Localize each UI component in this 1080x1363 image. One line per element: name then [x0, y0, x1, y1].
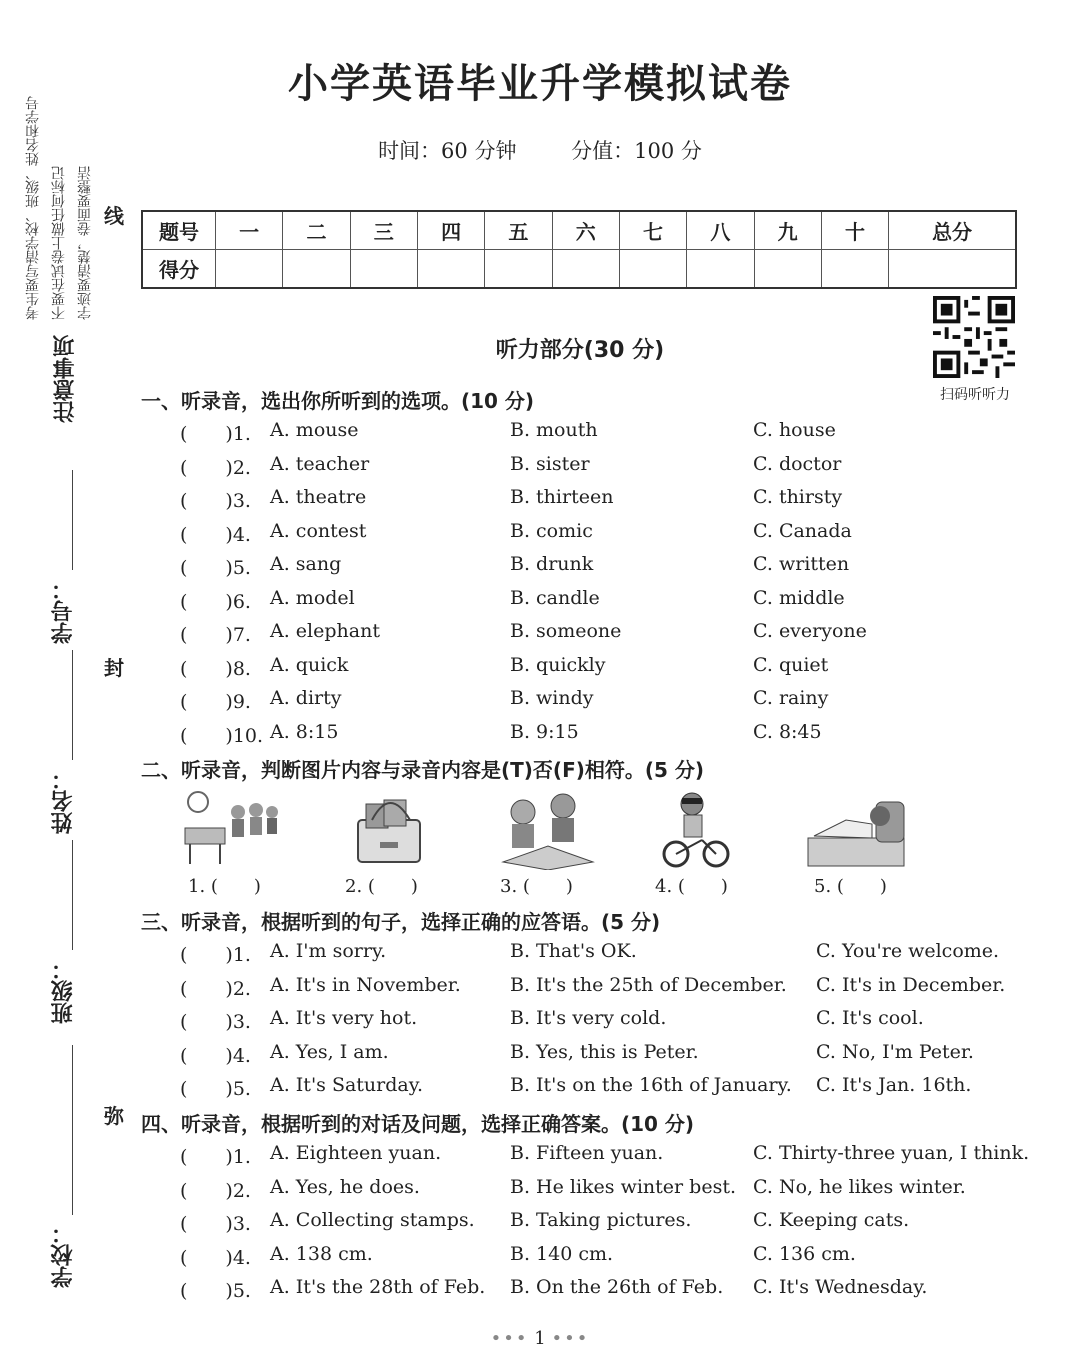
field-line — [72, 840, 73, 950]
cut-mark: 封 — [104, 656, 124, 680]
option-c: C. everyone — [753, 620, 867, 642]
option-c: C. 8:45 — [753, 720, 822, 743]
notice-line: 不要在试卷上做任何标记 — [51, 166, 67, 320]
qr-label: 扫码听听力 — [940, 387, 1010, 403]
option-a: A. Yes, he does. — [270, 1175, 420, 1198]
field-line — [72, 1045, 73, 1215]
page-number-value: 1 — [534, 1328, 546, 1349]
answer-blank[interactable]: ( )4. — [180, 1246, 251, 1269]
option-a: A. contest — [270, 519, 367, 542]
answer-blank[interactable]: ( )2. — [180, 1179, 251, 1202]
dots-icon: ••• — [490, 1328, 529, 1349]
answer-blank[interactable]: ( )3. — [180, 1011, 251, 1033]
score-col: 五 — [485, 211, 552, 250]
option-c: C. Canada — [753, 519, 852, 542]
option-b: B. someone — [510, 620, 622, 642]
option-b: B. thirteen — [510, 486, 614, 508]
score-cell[interactable] — [754, 250, 821, 289]
score-col: 三 — [350, 211, 417, 250]
option-a: A. Yes, I am. — [270, 1040, 389, 1063]
option-c: C. middle — [753, 586, 845, 609]
score-col: 九 — [754, 211, 821, 250]
page-title: 小学英语毕业升学模拟试卷 — [288, 61, 792, 107]
option-a: A. quick — [270, 653, 349, 676]
option-a: A. elephant — [270, 620, 380, 642]
score-col: 总分 — [889, 211, 1016, 250]
option-c: C. quiet — [753, 653, 829, 676]
option-b: B. Taking pictures. — [510, 1209, 692, 1231]
score-table-score-row — [142, 250, 1016, 289]
option-b: B. Fifteen yuan. — [510, 1142, 664, 1164]
notice-line: 考生要写清学校、班级、姓名和学号 — [25, 96, 41, 320]
option-b: B. mouth — [510, 419, 598, 441]
score-cell[interactable] — [417, 250, 484, 289]
picture-3-label[interactable]: 3. ( ) — [500, 876, 573, 897]
option-c: C. rainy — [753, 687, 829, 709]
score-col: 一 — [216, 211, 283, 250]
exam-time: 时间：60 分钟 — [378, 139, 517, 163]
option-b: B. windy — [510, 687, 594, 709]
option-b: B. It's on the 16th of January. — [510, 1074, 792, 1096]
option-c: C. doctor — [753, 452, 842, 475]
score-cell[interactable] — [552, 250, 619, 289]
score-cell[interactable] — [821, 250, 888, 289]
option-a: A. Collecting stamps. — [270, 1209, 475, 1231]
picture-schoolbag — [350, 790, 430, 870]
option-b: B. It's the 25th of December. — [510, 973, 787, 996]
picture-kids-playing — [498, 790, 598, 870]
option-a: A. dirty — [270, 687, 342, 709]
score-table-label: 题号 — [142, 211, 216, 250]
option-a: A. It's the 28th of Feb. — [270, 1276, 486, 1298]
cut-mark: 线 — [104, 204, 124, 228]
picture-2-label[interactable]: 2. ( ) — [345, 876, 418, 897]
option-c: C. You're welcome. — [816, 940, 1000, 962]
score-cell[interactable] — [619, 250, 686, 289]
option-c: C. No, he likes winter. — [753, 1175, 966, 1198]
binding-strip — [0, 0, 135, 1363]
picture-4-label[interactable]: 4. ( ) — [655, 876, 728, 897]
option-b: B. comic — [510, 519, 593, 542]
picture-piano-kids — [180, 790, 280, 870]
field-class: 班级： — [51, 958, 76, 1024]
answer-blank[interactable]: ( )1. — [180, 944, 251, 966]
option-b: B. 140 cm. — [510, 1242, 614, 1265]
option-b: B. sister — [510, 452, 590, 475]
option-c: C. It's cool. — [816, 1007, 924, 1029]
field-line — [72, 650, 73, 760]
score-cell[interactable] — [350, 250, 417, 289]
option-c: C. It's Wednesday. — [753, 1276, 928, 1298]
score-cell[interactable] — [889, 250, 1016, 289]
answer-blank[interactable]: ( )3. — [180, 490, 251, 512]
answer-blank[interactable]: ( )7. — [180, 624, 251, 646]
option-c: C. thirsty — [753, 486, 843, 508]
option-b: B. 9:15 — [510, 720, 579, 743]
answer-blank[interactable]: ( )5. — [180, 557, 251, 579]
answer-blank[interactable]: ( )2. — [180, 456, 251, 479]
option-b: B. On the 26th of Feb. — [510, 1276, 724, 1298]
answer-blank[interactable]: ( )10. — [180, 724, 264, 747]
option-c: C. 136 cm. — [753, 1242, 856, 1265]
option-a: A. theatre — [270, 486, 367, 508]
answer-blank[interactable]: ( )1. — [180, 423, 251, 445]
score-cell[interactable] — [216, 250, 283, 289]
answer-blank[interactable]: ( )9. — [180, 691, 251, 713]
field-line — [72, 470, 73, 570]
score-col: 七 — [619, 211, 686, 250]
answer-blank[interactable]: ( )6. — [180, 590, 251, 613]
section-2-title: 二、听录音，判断图片内容与录音内容是(T)否(F)相符。(5 分) — [141, 758, 705, 782]
part-title: 听力部分(30 分) — [495, 338, 665, 363]
score-table-label: 得分 — [142, 250, 216, 289]
answer-blank[interactable]: ( )5. — [180, 1280, 251, 1302]
option-a: A. 8:15 — [270, 720, 339, 743]
option-a: A. 138 cm. — [270, 1242, 373, 1265]
notice-label: 注意事项 — [53, 335, 78, 423]
score-col: 二 — [283, 211, 350, 250]
page-number — [0, 1328, 1080, 1349]
exam-score: 分值：100 分 — [571, 139, 702, 163]
score-col: 十 — [821, 211, 888, 250]
score-col: 八 — [687, 211, 754, 250]
score-cell[interactable] — [283, 250, 350, 289]
answer-blank[interactable]: ( )3. — [180, 1213, 251, 1235]
option-c: C. It's Jan. 16th. — [816, 1074, 972, 1096]
option-a: A. teacher — [270, 452, 370, 475]
option-b: B. candle — [510, 586, 600, 609]
option-c: C. house — [753, 419, 836, 441]
answer-blank[interactable]: ( )4. — [180, 1044, 251, 1067]
exam-info — [0, 135, 1080, 165]
picture-boy-bicycle — [662, 790, 732, 870]
answer-blank[interactable]: ( )8. — [180, 657, 251, 680]
field-name: 姓名： — [51, 768, 76, 834]
answer-blank[interactable]: ( )2. — [180, 977, 251, 1000]
option-b: B. He likes winter best. — [510, 1175, 737, 1198]
option-a: A. I'm sorry. — [270, 940, 387, 962]
answer-blank[interactable]: ( )5. — [180, 1078, 251, 1100]
answer-blank[interactable]: ( )1. — [180, 1146, 251, 1168]
score-cell[interactable] — [687, 250, 754, 289]
option-a: A. Eighteen yuan. — [270, 1142, 442, 1164]
option-c: C. It's in December. — [816, 973, 1006, 996]
notice-line: 字迹要清楚，卷面要整洁 — [77, 166, 93, 320]
dots-icon: ••• — [551, 1328, 590, 1349]
section-1-title: 一、听录音，选出你所听到的选项。(10 分) — [141, 389, 535, 413]
picture-5-label[interactable]: 5. ( ) — [814, 876, 887, 897]
option-c: C. Keeping cats. — [753, 1209, 910, 1231]
option-c: C. No, I'm Peter. — [816, 1040, 974, 1063]
score-table — [141, 210, 1017, 289]
option-a: A. sang — [270, 553, 342, 575]
option-a: A. model — [270, 586, 355, 609]
option-b: B. quickly — [510, 653, 606, 676]
picture-1-label[interactable]: 1. ( ) — [188, 876, 261, 897]
option-b: B. That's OK. — [510, 940, 637, 962]
section-4-title: 四、听录音，根据听到的对话及问题，选择正确答案。(10 分) — [141, 1112, 695, 1136]
field-student-id: 学号： — [51, 578, 76, 644]
cut-mark: 弥 — [104, 1104, 124, 1128]
section-3-title: 三、听录音，根据听到的句子，选择正确的应答语。(5 分) — [141, 910, 661, 934]
option-a: A. It's Saturday. — [270, 1074, 423, 1096]
score-table-header-row — [142, 211, 1016, 250]
option-c: C. Thirty-three yuan, I think. — [753, 1142, 1030, 1164]
picture-person-sleeping — [806, 790, 906, 870]
answer-blank[interactable]: ( )4. — [180, 523, 251, 546]
score-col: 四 — [417, 211, 484, 250]
score-cell[interactable] — [485, 250, 552, 289]
option-b: B. Yes, this is Peter. — [510, 1040, 699, 1063]
score-col: 六 — [552, 211, 619, 250]
option-a: A. It's very hot. — [270, 1007, 418, 1029]
option-c: C. written — [753, 553, 850, 575]
option-b: B. It's very cold. — [510, 1007, 667, 1029]
option-a: A. mouse — [270, 419, 359, 441]
option-b: B. drunk — [510, 553, 594, 575]
option-a: A. It's in November. — [270, 973, 461, 996]
field-school: 学校： — [51, 1222, 76, 1288]
